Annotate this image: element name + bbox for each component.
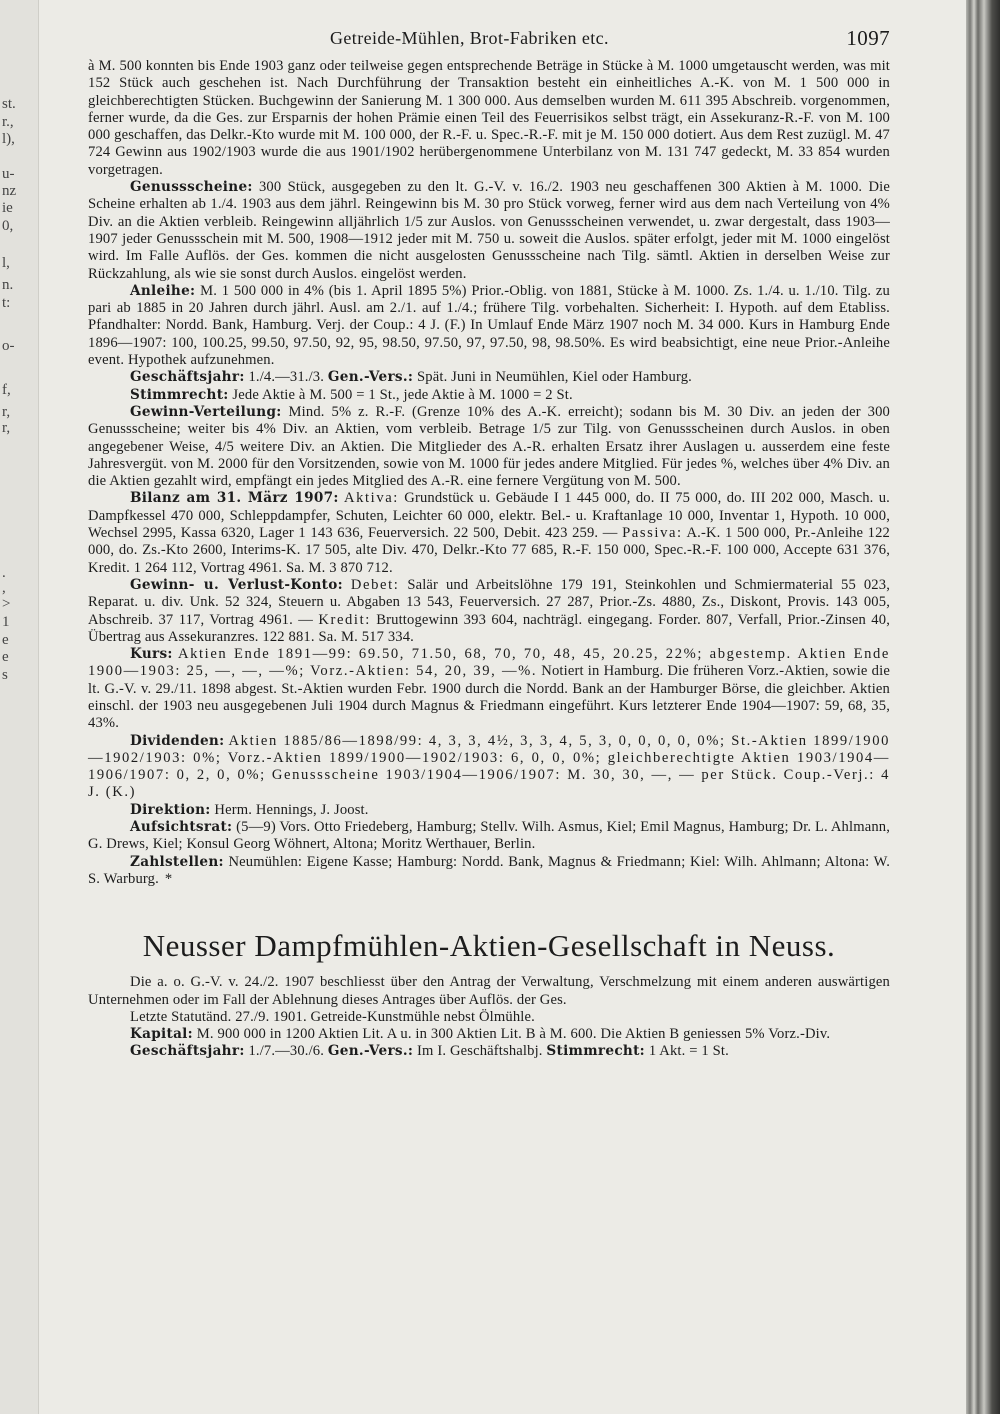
- gewinnverteilung-label: Gewinn-Verteilung:: [130, 403, 282, 420]
- margin-fragment: l),: [2, 131, 15, 147]
- margin-fragment: f,: [2, 382, 11, 398]
- kurs-text-notiz: Notiert in Hamburg. Die früheren Vorz.-Aktien, sowie die lt. G.-V. v. 29./11. 1898 abgest. St.-Aktien wurden Febr. 1900 durch die Nordd. Bank an der Hamburger Börse, die gleichber. Aktien einschl. der 1903 neu ausgegebenen Juli 1904 durch Magnus & Friedmann eingeführt. Kurs letzterer Ende 1904—1907: 59, 68, 35, 43%.: [88, 663, 890, 732]
- scan-left-margin: [0, 0, 39, 1414]
- margin-fragment: 1: [2, 614, 10, 630]
- anleihe-text: M. 1 500 000 in 4% (bis 1. April 1895 5%) Prior.-Oblig. von 1881, Stücke à M. 1000. Zs. 1./4. u. 1./10. Tilg. zu pari ab 1885 in 20 Jahren durch jährl. Ausl. am 2./1. auf 1./4.; frühere Tilg. vorbehalten. Sicherheit: I. Hypoth. auf dem Etabliss. Pfandhalter: Nordd. Bank, Hamburg. Verj. der Coup.: 4 J. (F.) In Umlauf Ende März 1907 noch M. 34 000. Kurs in Hamburg Ende 1896—1907: 100, 100.25, 99.50, 97.50, 92, 95, 98.50, 97.50, 97, 97.50, 98, 98.50%. Es wird beabsichtigt, eine neue Prior.-Anleihe event. Hypothek aufzunehmen.: [88, 282, 890, 369]
- gewinnverteilung-text: Mind. 5% z. R.-F. (Grenze 10% des A.-K. erreicht); sodann bis M. 30 Div. an jeden der 300 Genussscheine; weiter bis 4% Div. an Aktien, vom verbleib. Betrage 1/5 zur Tilg. von Genussscheinen durch Auslos. in oben angegebener Weise, 4/5 weitere Div. an Aktien. Die Mitglieder des A.-R. erhalten Ersatz ihrer Auslagen u. ausserdem eine feste Jahresvergüt. von M. 2000 für den Vorsitzenden, sowie von M. 1000 für jedes andere Mitglied. Für jedes %, welches über 4% Div. an die Aktien gezahlt wird, empfängt ein jedes Mitglied des A.-R. eine fernere Vergütung von M. 500.: [88, 403, 890, 490]
- margin-fragment: r,: [2, 404, 11, 420]
- neuss-genvers-label: Gen.-Vers.:: [327, 1043, 414, 1060]
- neuss-statut-paragraph: [88, 1009, 890, 1026]
- page-number: 1097: [846, 26, 890, 50]
- anleihe-paragraph: [88, 283, 890, 369]
- zahlstellen-paragraph: [88, 854, 890, 889]
- neuss-kapital-text: M. 900 000 in 1200 Aktien Lit. A u. in 300 Aktien Lit. B à M. 600. Die Aktien B geniessen 5% Vorz.-Div.: [196, 1026, 831, 1043]
- kredit-text: Bruttogewinn 393 604, nachträgl. eingegang. Forder. 807, Verfall, Prior.-Zinsen 40, Übertrag aus Assekuranzres. 122 881. Sa. M. 517 334.: [88, 611, 890, 645]
- margin-fragment: ,: [2, 580, 6, 596]
- passiva-label: Passiva:: [622, 525, 683, 542]
- neuss-statut-text: Letzte Statutänd. 27./9. 1901. Getreide-Kunstmühle nebst Ölmühle.: [130, 1008, 535, 1025]
- genvers-label: Gen.-Vers.:: [327, 369, 414, 386]
- margin-fragment: ie: [2, 200, 13, 216]
- scan-binding-edge: [966, 0, 1000, 1414]
- aufsichtsrat-paragraph: [88, 819, 890, 854]
- neuss-geschaeftsjahr-text: 1./7.—30./6.: [248, 1043, 325, 1060]
- stimmrecht-text: Jede Aktie à M. 500 = 1 St., jede Aktie à M. 1000 = 2 St.: [232, 386, 573, 403]
- aktiva-text: Grundstück u. Gebäude I 1 445 000, do. II 75 000, do. III 202 000, Masch. u. Dampfkessel 470 000, Schleppdampfer, Schuten, Leichter 60 000, elektr. Bel.- u. Kraftanlage 10 000, Inventar 1, Hypoth. 10 000, Wechsel 2995, Kassa 6320, Lager 1 143 636, Feuerversich. 22 500, Debit. 423 259. —: [88, 490, 890, 542]
- bilanz-paragraph: [88, 490, 890, 576]
- dividenden-text: Aktien 1885/86—1898/99: 4, 3, 3, 4½, 3, 3, 4, 5, 3, 0, 0, 0, 0, 0%; St.-Aktien 1899/1900—1902/1903: 0%; Vorz.-Aktien 1899/1900—1902/1903: 6, 0, 0, 0%; gleichberechtigte Aktien 1903/1904—1906/1907: 0, 2, 0, 0%; Genussscheine 1903/1904—1906/1907: M. 30, 30, —, — per Stück. Coup.-Verj.: 4 J. (K.): [88, 732, 890, 801]
- genussscheine-text: 300 Stück, ausgegeben zu den lt. G.-V. v. 16./2. 1903 neu geschaffenen 300 Aktien à M. 1000. Die Scheine erhalten ab 1./4. 1903 aus dem jährl. Reingewinn bis M. 30 pro Stück vorweg, ferner wird aus dem nach Verteilung von 4% Div. an die Aktien verbleib. Reingewinn alljährlich 1/5 zur Auslos. von Genussscheinen verwendet, u. zwar dergestalt, dass 1903—1907 jeder Genussschein mit M. 500, 1908—1912 jeder mit M. 750 u. soweit die Auslos. später erfolgt, jeder mit M. 1000 eingelöst wird. Im Falle Auflös. der Ges. kommen die nicht ausgelosten Genussscheine nach Tilg. sämtl. Aktien in derselben Weise zur Rückzahlung, als wie sie sonst durch Auslos. eingelöst werden.: [88, 179, 890, 282]
- aufsichtsrat-text: (5—9) Vors. Otto Friedeberg, Hamburg; Stellv. Wilh. Asmus, Kiel; Emil Magnus, Hamburg; Dr. L. Ahlmann, G. Drews, Kiel; Konsul Georg Wöhnert, Altona; Moritz Werthauer, Berlin.: [88, 819, 891, 853]
- margin-fragment: .: [2, 565, 6, 581]
- book-page: [88, 28, 890, 1061]
- geschaeftsjahr-text: 1./4.—31./3.: [248, 369, 325, 386]
- margin-fragment: t:: [2, 295, 11, 311]
- bilanz-label: Bilanz am 31. März 1907:: [130, 490, 339, 507]
- geschaeftsjahr-label: Geschäftsjahr:: [130, 369, 245, 386]
- direktion-text: Herm. Hennings, J. Joost.: [214, 801, 369, 818]
- dividenden-label: Dividenden:: [130, 732, 225, 749]
- neuss-intro-paragraph: [88, 974, 890, 1009]
- margin-fragment: st.: [2, 96, 16, 112]
- kurs-text-aktien: Aktien Ende 1891—99: 69.50, 71.50, 68, 70, 70, 48, 45, 20.25, 22%; abgestemp. Aktien Ende 1900—1903: 25, —, —, —%; Vorz.-Aktien: 54, 20, 39, —%.: [88, 646, 890, 680]
- neuss-geschaeftsjahr-paragraph: [88, 1043, 890, 1060]
- margin-fragment: u-: [2, 166, 15, 182]
- entry-end-mark: *: [164, 870, 173, 887]
- kurs-paragraph: [88, 646, 890, 732]
- neuss-kapital-paragraph: [88, 1026, 890, 1043]
- neuss-genvers-text: Im I. Geschäftshalbj.: [417, 1043, 543, 1060]
- dividenden-paragraph: [88, 733, 890, 802]
- sanierung-text: à M. 500 konnten bis Ende 1903 ganz oder teilweise gegen entsprechende Beträge in Stücke à M. 1000 umgetauscht werden, was mit 152 Stück auch geschehen ist. Nach Durchführung der Transaktion besteht ein einheitliches A.-K. von M. 1 500 000 in gleichberechtigten Stücken. Buchgewinn der Sanierung M. 1 300 000. Aus demselben wurden M. 611 395 Abschreib. vorgenommen, ferner wurde, da die Ges. zur Ersparnis der hohen Prämie einen Teil des Feuerrisikos selbst trägt, ein Assekuranz-R.-F. von M. 100 000 geschaffen, das Delkr.-Kto wurde mit M. 100 000, der R.-F. u. Spec.-R.-F. mit je M. 150 000 dotiert. Aus dem Rest zuzügl. M. 47 724 Gewinn aus 1902/1903 wurde die aus 1901/1902 herübergenommene Unterbilanz von M. 131 747 gedeckt, M. 33 854 wurden vorgetragen.: [88, 58, 890, 178]
- anleihe-label: Anleihe:: [130, 282, 196, 299]
- direktion-label: Direktion:: [130, 801, 211, 818]
- geschaeftsjahr-paragraph: [88, 369, 890, 386]
- margin-fragment: n.: [2, 277, 14, 293]
- guv-paragraph: [88, 577, 890, 646]
- zahlstellen-label: Zahlstellen:: [130, 853, 224, 870]
- direktion-paragraph: [88, 802, 890, 819]
- genussscheine-label: Genussscheine:: [130, 179, 253, 196]
- margin-fragment: l,: [2, 255, 10, 271]
- margin-fragment: r,: [2, 420, 11, 436]
- genussscheine-paragraph: [88, 179, 890, 283]
- margin-fragment: 0,: [2, 218, 14, 234]
- margin-fragment: o-: [2, 338, 15, 354]
- running-head: [88, 28, 890, 58]
- stimmrecht-paragraph: [88, 387, 890, 404]
- passiva-text: A.-K. 1 500 000, Pr.-Anleihe 122 000, do. Zs.-Kto 2600, Interims-K. 17 505, alte Div. 470, Delkr.-Kto 77 685, R.-F. 150 000, Spec.-R.-F. 100 000, Accepte 631 376, Kredit. 1 264 112, Vortrag 4961. Sa. M. 3 870 712.: [88, 525, 890, 576]
- debet-text: Salär und Arbeitslöhne 179 191, Steinkohlen und Schmiermaterial 55 023, Reparat. u. div. Unk. 52 324, Steuern u. Abgaben 13 543, Feuerversich. 27 287, Prior.-Zs. 4880, Zs., Diskont, Provis. 143 005, Abschreib. 37 117, Vortrag 4961. —: [88, 576, 890, 628]
- genvers-text: Spät. Juni in Neumühlen, Kiel oder Hamburg.: [417, 369, 692, 386]
- aufsichtsrat-label: Aufsichtsrat:: [130, 819, 233, 836]
- kurs-label: Kurs:: [130, 646, 173, 663]
- kredit-label: Kredit:: [318, 611, 371, 628]
- guv-label: Gewinn- u. Verlust-Konto:: [130, 576, 343, 593]
- margin-fragment: e: [2, 649, 9, 665]
- margin-fragment: nz: [2, 183, 17, 199]
- stimmrecht-label: Stimmrecht:: [130, 386, 229, 403]
- margin-fragment: e: [2, 632, 9, 648]
- aktiva-label: Aktiva:: [343, 490, 399, 507]
- neuss-stimmrecht-label: Stimmrecht:: [546, 1043, 645, 1060]
- margin-fragment: >: [2, 596, 11, 612]
- debet-label: Debet:: [350, 576, 400, 593]
- gewinnverteilung-paragraph: [88, 404, 890, 490]
- running-head-title: Getreide-Mühlen, Brot-Fabriken etc.: [330, 28, 609, 48]
- neuss-stimmrecht-text: 1 Akt. = 1 St.: [648, 1043, 729, 1060]
- margin-fragment: s: [2, 667, 8, 683]
- margin-fragment: r.,: [2, 114, 14, 130]
- sanierung-paragraph: [88, 58, 890, 179]
- neuss-intro-text: Die a. o. G.-V. v. 24./2. 1907 beschliesst über den Antrag der Verwaltung, Verschmelzung mit einem anderen auswärtigen Unternehmen oder im Fall der Ablehnung dieses Antrages über Auflös. der Ges.: [88, 974, 890, 1008]
- company-title: Neusser Dampfmühlen-Aktien-Gesellschaft in Neuss.: [142, 928, 836, 964]
- neuss-geschaeftsjahr-label: Geschäftsjahr:: [130, 1043, 245, 1060]
- neuss-kapital-label: Kapital:: [130, 1026, 193, 1043]
- zahlstellen-text: Neumühlen: Eigene Kasse; Hamburg: Nordd. Bank, Magnus & Friedmann; Kiel: Wilh. Ahlmann; Altona: W. S. Warburg.: [88, 853, 890, 887]
